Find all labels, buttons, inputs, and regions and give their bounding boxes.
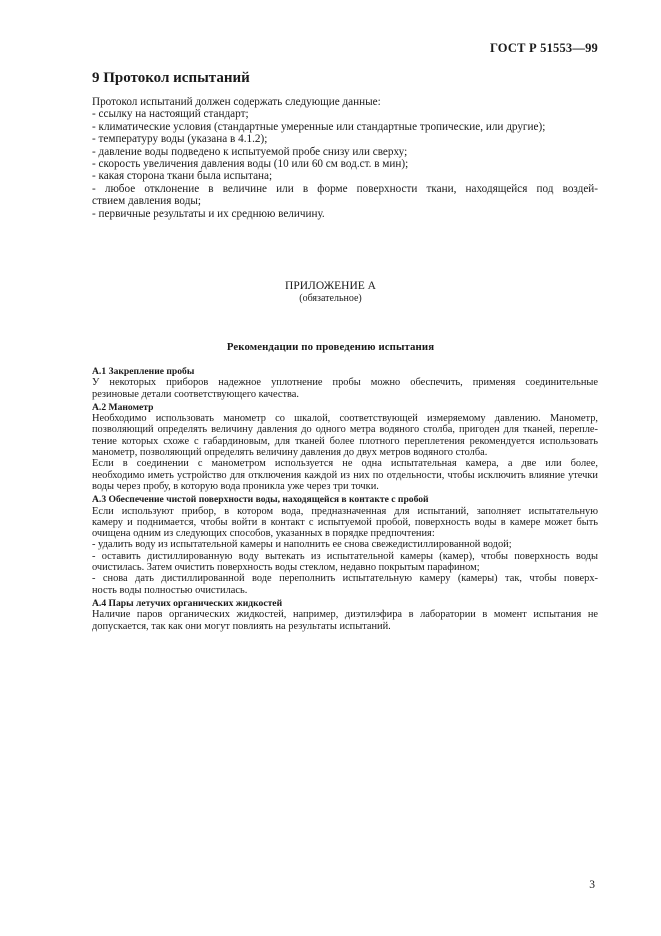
clause-a3-line: камеру и поднимается, чтобы войти в контакт с испытуемой пробой, поверхность воды в камере может быть [92,516,598,528]
appendix-body [92,364,598,632]
appendix-heading: Рекомендации по проведению испытания [226,341,435,353]
list-item: - какая сторона ткани была испытана; [92,170,273,183]
clause-a2-line: Необходимо использовать манометр со шкалой, соответствующей измеряемому давлению. Манометр, [92,413,598,425]
list-item-continuation: ствием давления воды; [92,195,202,208]
clause-a4-line: Наличие паров органических жидкостей, например, диэтилэфира в лаборатории в момент испытания не [92,609,598,621]
appendix-subtitle: (обязательное) [299,293,362,304]
list-item: - любое отклонение в величине или в форме поверхности ткани, находящейся под воздей- [92,182,598,195]
clause-a3-line: - оставить дистиллированную воду вытекать из испытательной камеры (камер), чтобы поверхность воды [92,550,598,562]
clause-a2-line: манометр, позволяющий определять величину давления до двух метров водяного столба. [92,447,488,459]
clause-a3-line: Если используют прибор, в котором вода, предназначенная для испытаний, заполняет испытательную [92,505,598,517]
section-9-intro: Протокол испытаний должен содержать следующие данные: [92,96,381,108]
clause-a3-line: - удалить воду из испытательной камеры и наполнить ее снова свежедистиллированной водой; [92,539,512,551]
appendix-title: ПРИЛОЖЕНИЕ А [285,280,376,292]
clause-a3-title: А.3 Обеспечение чистой поверхности воды, находящейся в контакте с пробой [92,494,429,506]
section-9-title: 9 Протокол испытаний [92,70,250,86]
clause-a1-line: У некоторых приборов надежное уплотнение пробы можно обеспечить, применяя соединительные [92,377,598,389]
clause-a2-line: Если в соединении с манометром используется не одна испытательная камера, а две или более, [92,458,598,470]
standard-designation: ГОСТ Р 51553—99 [489,41,598,55]
clause-a1-line: резиновые детали соответствующего качества. [92,388,299,400]
clause-a2-line: воды через пробу, в которую вода проникла уже через три точки. [92,480,379,492]
clause-a2-line: необходимо иметь устройство для отключения каждой из них по отдельности, чтобы исключить влияние утечки [92,469,598,481]
clause-a2-title: А.2 Манометр [92,401,154,413]
clause-a2-line: тение которых схоже с габардиновым, для тканей более плотного переплетения рекомендуется использовать [92,435,598,447]
list-item: - температуру воды (указана в 4.1.2); [92,133,268,146]
clause-a3-line: ность воды полностью очистилась. [92,584,248,596]
list-item: - скорость увеличения давления воды (10 или 60 см вод.ст. в мин); [92,158,409,171]
clause-a4-line: допускается, так как они могут повлиять на результаты испытаний. [92,620,391,632]
list-item: - давление воды подведено к испытуемой пробе снизу или сверху; [92,145,408,158]
list-item: - первичные результаты и их среднюю величину. [92,207,325,220]
clause-a3-line: очистилась. Затем очистить поверхность воды стеклом, недавно покрытым парафином; [92,562,480,574]
list-item: - ссылку на настоящий стандарт; [92,108,249,121]
page-number: 3 [589,879,595,891]
section-9-body [92,96,598,220]
clause-a3-line: очищена одним из следующих способов, указанных в порядке предпочтения: [92,528,435,540]
clause-a4-title: А.4 Пары летучих органических жидкостей [92,597,283,609]
clause-a2-line: позволяющий определять величину давления до одного метра водяного столба, пригоден для тканей, перепле- [92,424,598,436]
clause-a1-title: А.1 Закрепление пробы [92,366,195,377]
appendix-header [0,280,661,304]
clause-a3-line: - снова дать дистиллированной воде переполнить испытательную камеру (камеры) так, чтобы поверх- [92,573,598,585]
list-item: - климатические условия (стандартные умеренные или стандартные тропические, или другие); [92,120,546,133]
